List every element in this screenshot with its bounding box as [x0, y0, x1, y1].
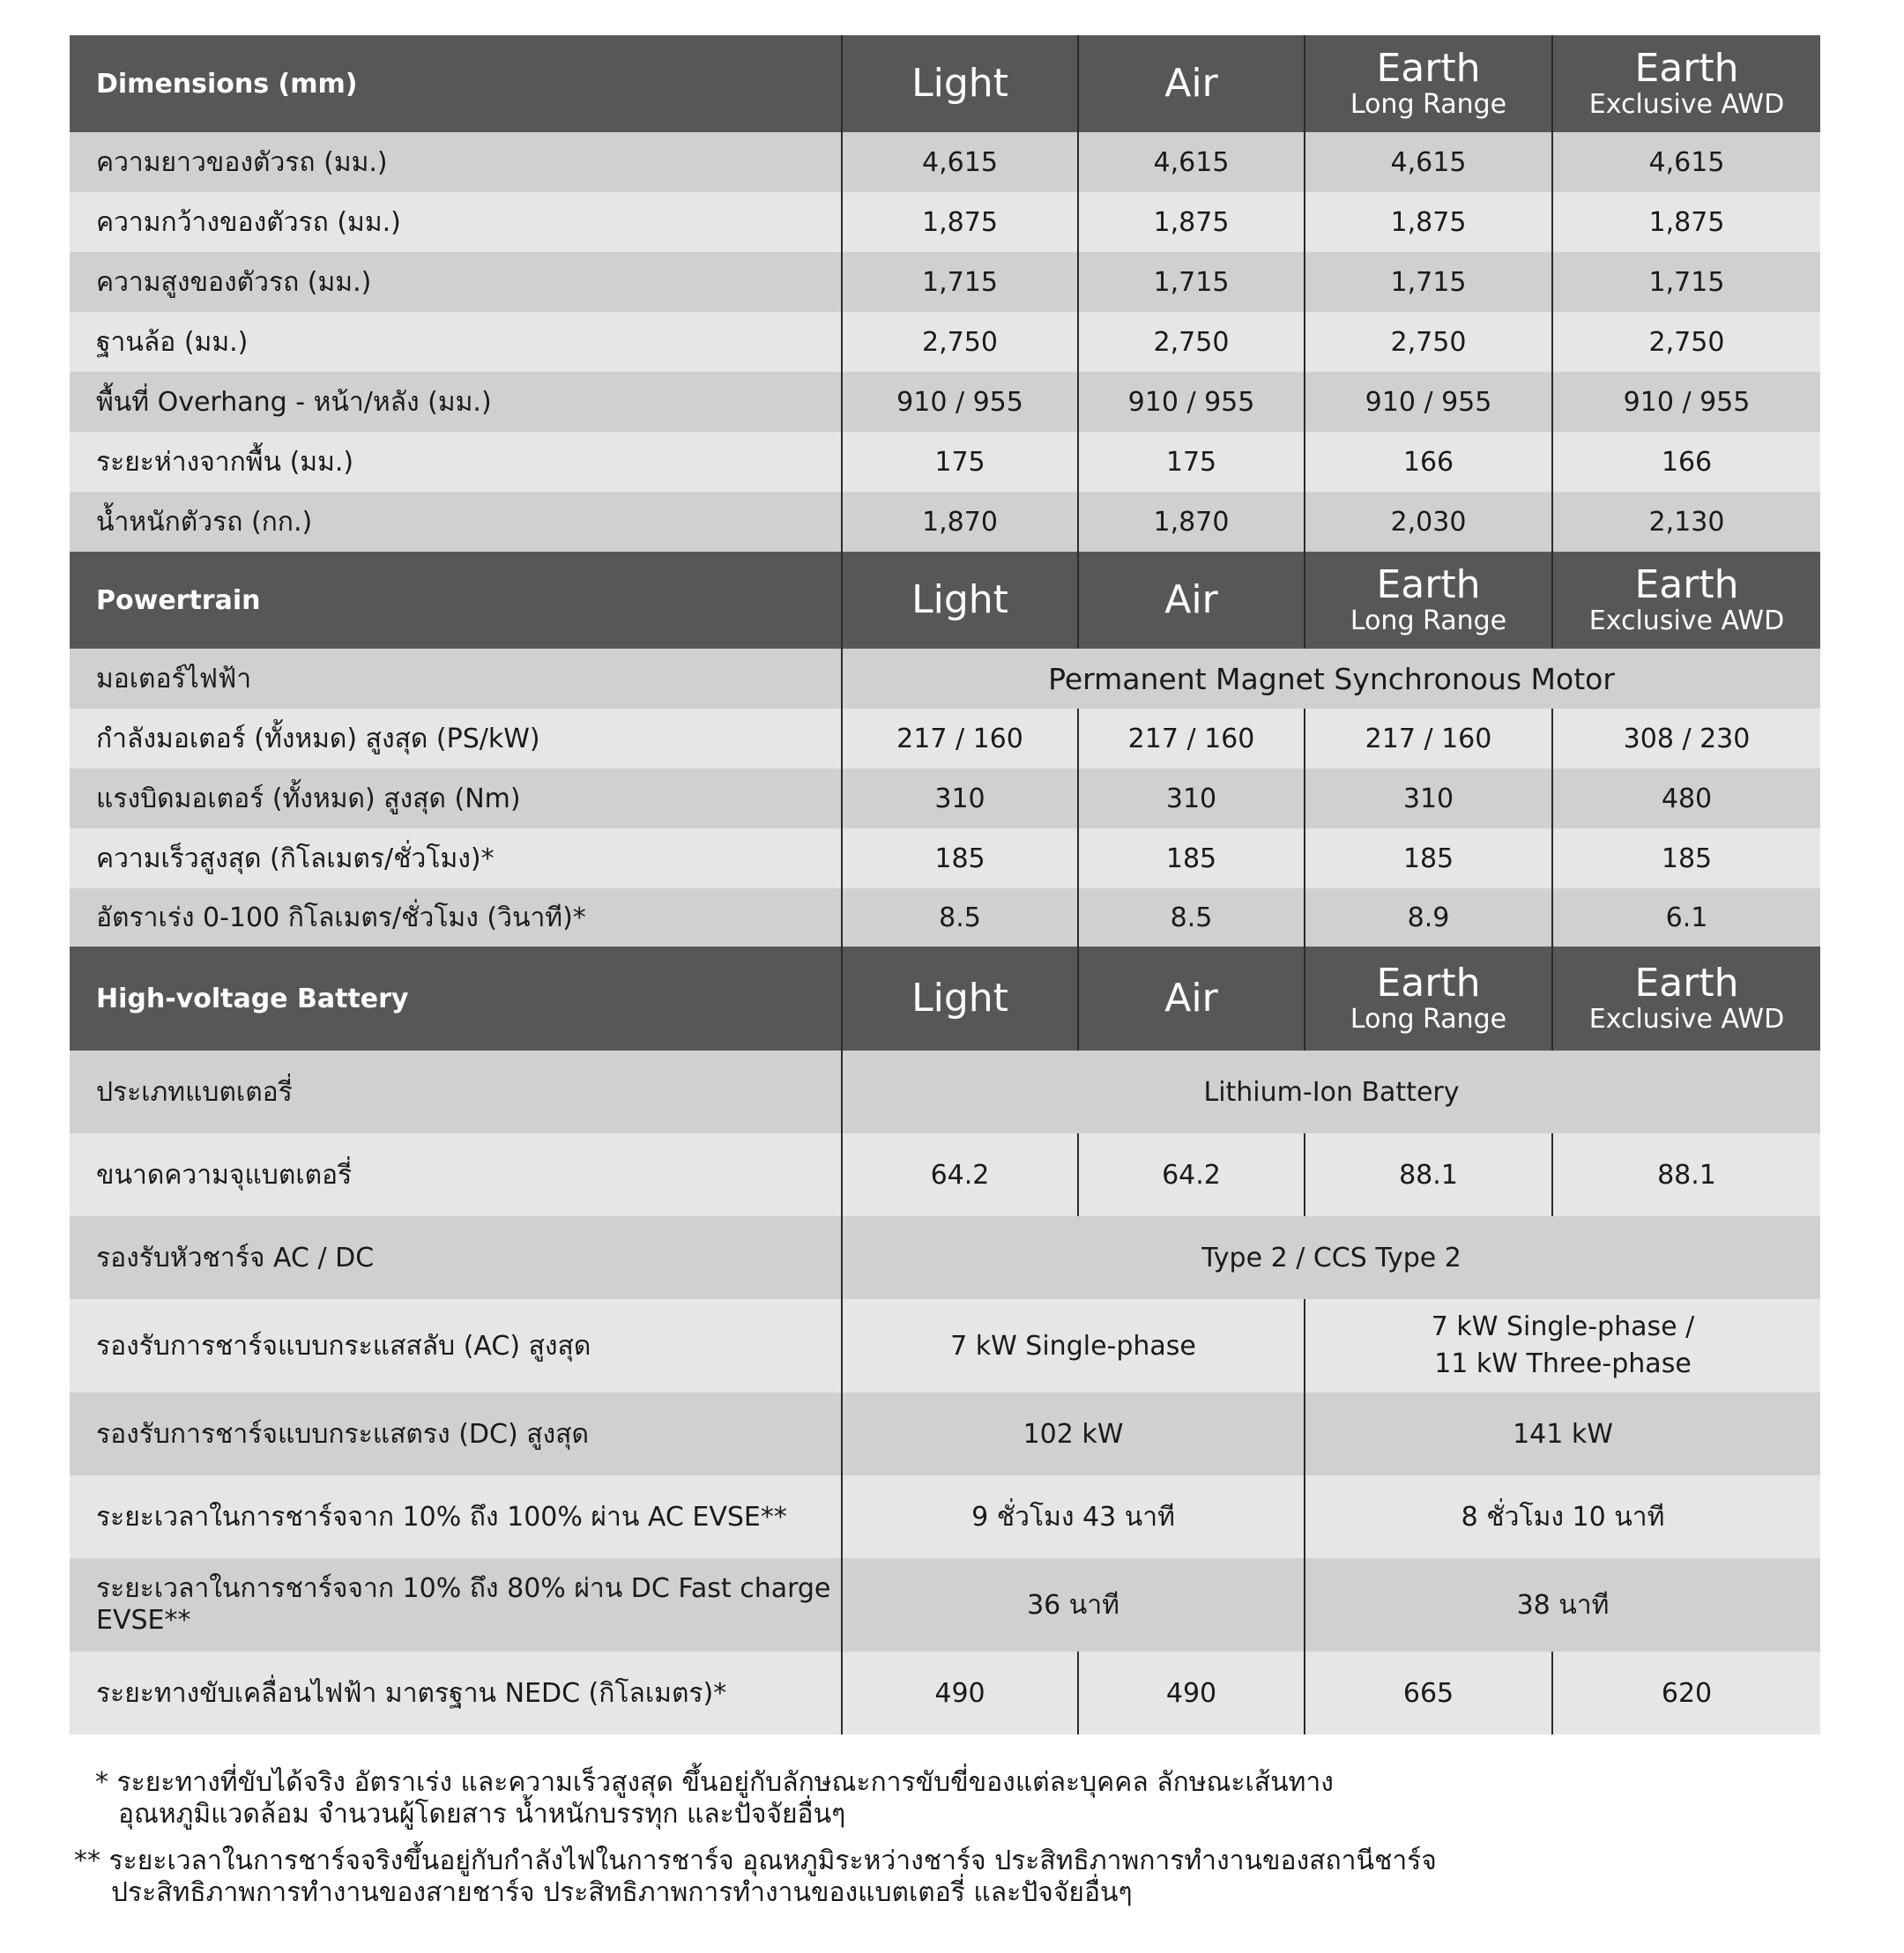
row-label: อัตราเร่ง 0-100 กิโลเมตร/ชั่วโมง (วินาที)*: [70, 888, 842, 947]
cell-earth-exclusive-awd: 185: [1552, 828, 1820, 888]
connector-cell: Type 2 / CCS Type 2: [842, 1216, 1820, 1299]
dc-time-cell-a: 36 นาที: [842, 1558, 1305, 1652]
cell-light: 8.5: [842, 888, 1078, 947]
header-earth-long-range: Earth Long Range: [1305, 947, 1552, 1051]
ac-time-cell-a: 9 ชั่วโมง 43 นาที: [842, 1475, 1305, 1558]
cell-earth-exclusive-awd: 4,615: [1552, 132, 1820, 192]
dc-charging-cell-b: 141 kW: [1305, 1392, 1820, 1475]
ac-charging-cell-b: 7 kW Single-phase / 11 kW Three-phase: [1305, 1299, 1820, 1392]
row-label: ระยะทางขับเคลื่อนไฟฟ้า มาตรฐาน NEDC (กิโลเมตร)*: [70, 1652, 842, 1734]
cell-earth-long-range: 2,750: [1305, 312, 1552, 372]
table-row: [70, 649, 1820, 709]
row-label: ความสูงของตัวรถ (มม.): [70, 252, 842, 312]
row-label: ระยะเวลาในการชาร์จจาก 10% ถึง 100% ผ่าน AC EVSE**: [70, 1475, 842, 1558]
dimensions-header-row: [70, 35, 1820, 132]
cell-earth-long-range: 166: [1305, 432, 1552, 492]
footnote-2: [74, 1845, 1437, 1909]
cell-earth-long-range: 185: [1305, 828, 1552, 888]
row-label: แรงบิดมอเตอร์ (ทั้งหมด) สูงสุด (Nm): [70, 769, 842, 828]
cell-light: 1,870: [842, 492, 1078, 552]
cell-earth-long-range: 217 / 160: [1305, 709, 1552, 769]
cell-air: 1,870: [1078, 492, 1305, 552]
cell-earth-long-range: 4,615: [1305, 132, 1552, 192]
table-row: [70, 372, 1820, 432]
cell-earth-long-range: 88.1: [1305, 1133, 1552, 1216]
cell-earth-exclusive-awd: 1,715: [1552, 252, 1820, 312]
table-row: [70, 709, 1820, 769]
row-label: ระยะเวลาในการชาร์จจาก 10% ถึง 80% ผ่าน DC Fast charge EVSE**: [70, 1558, 842, 1652]
battery-header-row: [70, 947, 1820, 1051]
cell-light: 1,715: [842, 252, 1078, 312]
cell-light: 910 / 955: [842, 372, 1078, 432]
row-label: กำลังมอเตอร์ (ทั้งหมด) สูงสุด (PS/kW): [70, 709, 842, 769]
header-earth-exclusive-awd: Earth Exclusive AWD: [1552, 552, 1820, 649]
table-row: [70, 1299, 1820, 1392]
footnote-1: [95, 1767, 1334, 1830]
row-label: น้ำหนักตัวรถ (กก.): [70, 492, 842, 552]
header-earth-long-range: Earth Long Range: [1305, 552, 1552, 649]
cell-earth-exclusive-awd: 480: [1552, 769, 1820, 828]
row-label: รองรับการชาร์จแบบกระแสตรง (DC) สูงสุด: [70, 1392, 842, 1475]
motor-type-cell: Permanent Magnet Synchronous Motor: [842, 649, 1820, 709]
header-earth-exclusive-awd: Earth Exclusive AWD: [1552, 947, 1820, 1051]
powertrain-title: Powertrain: [70, 552, 842, 649]
row-label: ประเภทแบตเตอรี่: [70, 1051, 842, 1133]
cell-light: 175: [842, 432, 1078, 492]
cell-air: 2,750: [1078, 312, 1305, 372]
cell-air: 1,875: [1078, 192, 1305, 252]
row-label: ขนาดความจุแบตเตอรี่: [70, 1133, 842, 1216]
header-light: Light: [842, 552, 1078, 649]
cell-air: 1,715: [1078, 252, 1305, 312]
cell-light: 217 / 160: [842, 709, 1078, 769]
cell-air: 490: [1078, 1652, 1305, 1734]
cell-earth-exclusive-awd: 308 / 230: [1552, 709, 1820, 769]
cell-earth-long-range: 310: [1305, 769, 1552, 828]
cell-earth-exclusive-awd: 88.1: [1552, 1133, 1820, 1216]
table-row: [70, 1558, 1820, 1652]
header-earth-exclusive-awd: Earth Exclusive AWD: [1552, 35, 1820, 132]
ac-charging-cell-a: 7 kW Single-phase: [842, 1299, 1305, 1392]
table-row: [70, 252, 1820, 312]
table-row: [70, 888, 1820, 947]
cell-earth-exclusive-awd: 166: [1552, 432, 1820, 492]
footnote-1-line-1: * ระยะทางที่ขับได้จริง อัตราเร่ง และความเร็วสูงสุด ขึ้นอยู่กับลักษณะการขับขี่ของแต่ละบุคคล ลักษณะเส้นทาง: [95, 1767, 1334, 1798]
spec-table: [70, 35, 1820, 1734]
cell-air: 64.2: [1078, 1133, 1305, 1216]
row-label: มอเตอร์ไฟฟ้า: [70, 649, 842, 709]
table-row: [70, 1133, 1820, 1216]
cell-light: 4,615: [842, 132, 1078, 192]
cell-earth-long-range: 665: [1305, 1652, 1552, 1734]
cell-earth-exclusive-awd: 1,875: [1552, 192, 1820, 252]
row-label: ระยะห่างจากพื้น (มม.): [70, 432, 842, 492]
table-row: [70, 432, 1820, 492]
row-label: ความเร็วสูงสุด (กิโลเมตร/ชั่วโมง)*: [70, 828, 842, 888]
cell-light: 310: [842, 769, 1078, 828]
cell-earth-long-range: 8.9: [1305, 888, 1552, 947]
footnote-2-line-1: ** ระยะเวลาในการชาร์จจริงขึ้นอยู่กับกำลังไฟในการชาร์จ อุณหภูมิระหว่างชาร์จ ประสิทธิภาพการทำงานของสถานีชาร์จ: [74, 1845, 1437, 1876]
header-light: Light: [842, 35, 1078, 132]
cell-earth-exclusive-awd: 2,130: [1552, 492, 1820, 552]
table-row: [70, 769, 1820, 828]
cell-earth-exclusive-awd: 6.1: [1552, 888, 1820, 947]
row-label: ความกว้างของตัวรถ (มม.): [70, 192, 842, 252]
dimensions-title: Dimensions (mm): [70, 35, 842, 132]
battery-title: High-voltage Battery: [70, 947, 842, 1051]
cell-light: 1,875: [842, 192, 1078, 252]
cell-earth-exclusive-awd: 620: [1552, 1652, 1820, 1734]
row-label: รองรับการชาร์จแบบกระแสสลับ (AC) สูงสุด: [70, 1299, 842, 1392]
table-row: [70, 312, 1820, 372]
header-air: Air: [1078, 35, 1305, 132]
row-label: ความยาวของตัวรถ (มม.): [70, 132, 842, 192]
table-row: [70, 1051, 1820, 1133]
cell-light: 185: [842, 828, 1078, 888]
header-earth-long-range: Earth Long Range: [1305, 35, 1552, 132]
cell-air: 217 / 160: [1078, 709, 1305, 769]
footnote-1-line-2: อุณหภูมิแวดล้อม จำนวนผู้โดยสาร น้ำหนักบรรทุก และปัจจัยอื่นๆ: [118, 1799, 846, 1830]
cell-air: 4,615: [1078, 132, 1305, 192]
row-label: รองรับหัวชาร์จ AC / DC: [70, 1216, 842, 1299]
table-row: [70, 1652, 1820, 1734]
cell-earth-long-range: 1,875: [1305, 192, 1552, 252]
cell-earth-long-range: 910 / 955: [1305, 372, 1552, 432]
header-light: Light: [842, 947, 1078, 1051]
row-label: ฐานล้อ (มม.): [70, 312, 842, 372]
table-row: [70, 492, 1820, 552]
cell-air: 910 / 955: [1078, 372, 1305, 432]
table-row: [70, 192, 1820, 252]
header-air: Air: [1078, 947, 1305, 1051]
dc-charging-cell-a: 102 kW: [842, 1392, 1305, 1475]
ac-time-cell-b: 8 ชั่วโมง 10 นาที: [1305, 1475, 1820, 1558]
cell-light: 490: [842, 1652, 1078, 1734]
cell-earth-long-range: 1,715: [1305, 252, 1552, 312]
battery-type-cell: Lithium-Ion Battery: [842, 1051, 1820, 1133]
row-label: พื้นที่ Overhang - หน้า/หลัง (มม.): [70, 372, 842, 432]
powertrain-header-row: [70, 552, 1820, 649]
cell-air: 8.5: [1078, 888, 1305, 947]
cell-earth-exclusive-awd: 910 / 955: [1552, 372, 1820, 432]
table-row: [70, 132, 1820, 192]
table-row: [70, 1475, 1820, 1558]
cell-air: 310: [1078, 769, 1305, 828]
cell-light: 64.2: [842, 1133, 1078, 1216]
table-row: [70, 1216, 1820, 1299]
cell-earth-exclusive-awd: 2,750: [1552, 312, 1820, 372]
cell-air: 175: [1078, 432, 1305, 492]
dc-time-cell-b: 38 นาที: [1305, 1558, 1820, 1652]
cell-light: 2,750: [842, 312, 1078, 372]
cell-air: 185: [1078, 828, 1305, 888]
footnote-2-line-2: ประสิทธิภาพการทำงานของสายชาร์จ ประสิทธิภาพการทำงานของแบตเตอรี่ และปัจจัยอื่นๆ: [111, 1877, 1133, 1908]
cell-earth-long-range: 2,030: [1305, 492, 1552, 552]
header-air: Air: [1078, 552, 1305, 649]
table-row: [70, 828, 1820, 888]
table-row: [70, 1392, 1820, 1475]
